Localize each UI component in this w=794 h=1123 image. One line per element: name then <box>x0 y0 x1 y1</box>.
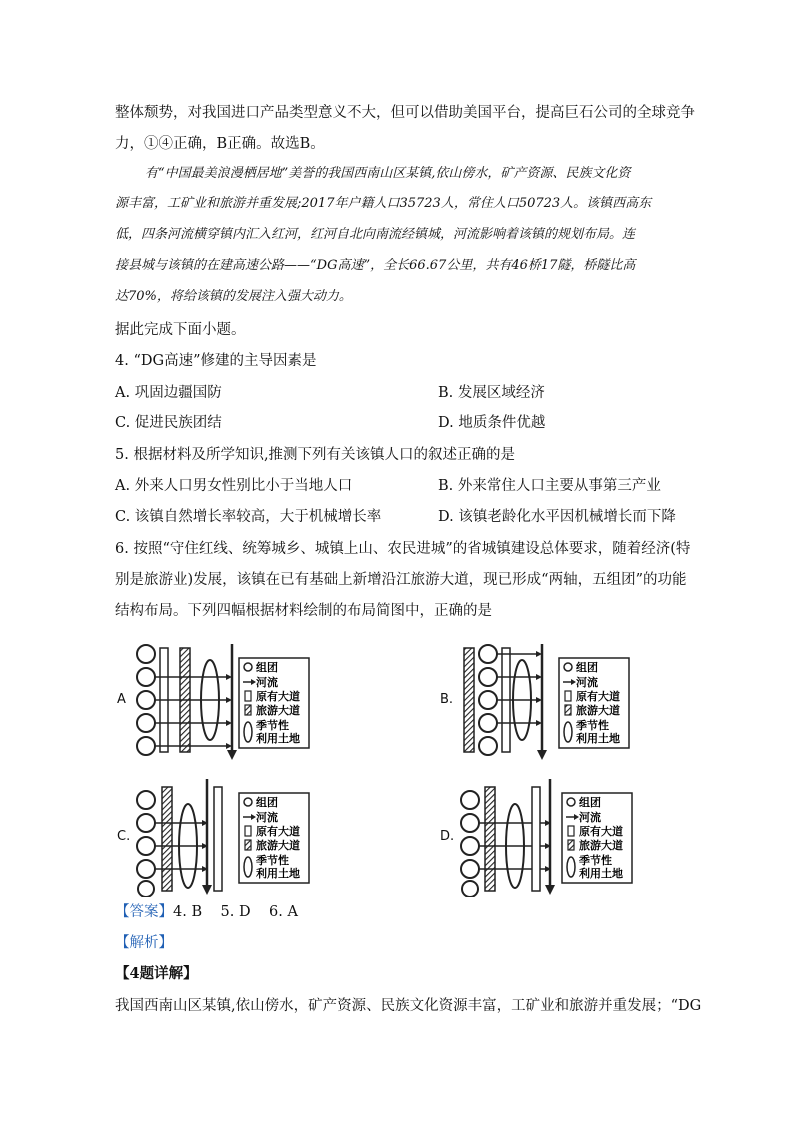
diagram-b-label[interactable]: B. <box>440 692 454 707</box>
legend-land-use-label: 利用土地 <box>256 732 300 745</box>
legend-tour-road-label: 旅游大道 <box>256 839 300 852</box>
analysis-text: 我国西南山区某镇,依山傍水，矿产资源、民族文化资源丰富，工矿业和旅游并重发展；“DG <box>115 998 702 1014</box>
diagram-b <box>460 642 710 762</box>
legend-river-label: 河流 <box>256 676 278 689</box>
legend-river-label: 河流 <box>579 811 601 824</box>
q5-option-b[interactable]: B. 外来常住人口主要从事第三产业 <box>438 478 661 494</box>
passage-line-2: 源丰富，工矿业和旅游并重发展;2017年户籍人口35723人，常住人口50723人。该镇西高东 <box>115 196 652 211</box>
legend-old-road-label: 原有大道 <box>576 690 620 703</box>
legend-river-label: 河流 <box>576 676 598 689</box>
legend-cluster-label: 组团 <box>256 661 278 674</box>
legend-old-road-label: 原有大道 <box>579 825 623 838</box>
q4-option-b[interactable]: B. 发展区域经济 <box>438 385 545 401</box>
legend-tour-road-label: 旅游大道 <box>576 704 620 717</box>
subquestion-4-header: 【4题详解】 <box>115 965 198 982</box>
q6-stem-3: 结构布局。下列四幅根据材料绘制的布局简图中，正确的是 <box>115 603 492 619</box>
diagram-d-label[interactable]: D. <box>440 829 455 844</box>
legend-land-use-label: 利用土地 <box>576 732 620 745</box>
q5-stem: 5. 根据材料及所学知识,推测下列有关该镇人口的叙述正确的是 <box>115 447 516 463</box>
q5-option-d[interactable]: D. 该镇老龄化水平因机械增长而下降 <box>438 509 676 525</box>
passage-line-1: 有“中国最美浪漫栖居地”美誉的我国西南山区某镇,依山傍水，矿产资源、民族文化资 <box>145 166 631 181</box>
diagram-c <box>132 777 382 897</box>
legend-cluster-label: 组团 <box>576 661 598 674</box>
legend-tour-road-label: 旅游大道 <box>256 704 300 717</box>
passage-line-4: 接县城与该镇的在建高速公路——“DG高速”，全长66.67公里，共有46桥17隧，桥隧比高 <box>115 258 636 273</box>
text-line-1: 整体颓势，对我国进口产品类型意义不大，但可以借助美国平台，提高巨石公司的全球竞争 <box>115 105 695 121</box>
q4-option-d[interactable]: D. 地质条件优越 <box>438 415 546 431</box>
q4-option-a[interactable]: A. 巩固边疆国防 <box>115 385 222 401</box>
legend-seasonal-label: 季节性 <box>576 719 609 732</box>
q4-option-c[interactable]: C. 促进民族团结 <box>115 415 222 431</box>
diagram-c-label[interactable]: C. <box>117 829 131 844</box>
q5-option-a[interactable]: A. 外来人口男女性别比小于当地人口 <box>115 478 353 494</box>
answer-values: 4. B 5. D 6. A <box>173 904 298 920</box>
q5-option-c[interactable]: C. 该镇自然增长率较高，大于机械增长率 <box>115 509 382 525</box>
q6-stem-1: 6. 按照“守住红线、统筹城乡、城镇上山、农民进城”的省城镇建设总体要求，随着经济(特 <box>115 541 691 557</box>
diagram-a <box>132 642 382 762</box>
legend-old-road-label: 原有大道 <box>256 825 300 838</box>
legend-land-use-label: 利用土地 <box>256 867 300 880</box>
legend-old-road-label: 原有大道 <box>256 690 300 703</box>
legend-seasonal-label: 季节性 <box>256 854 289 867</box>
legend-cluster-label: 组团 <box>579 796 601 809</box>
analysis-tag: 【解析】 <box>115 935 173 951</box>
diagram-d <box>460 777 710 897</box>
legend-seasonal-label: 季节性 <box>256 719 289 732</box>
legend-land-use-label: 利用土地 <box>579 867 623 880</box>
legend-tour-road-label: 旅游大道 <box>579 839 623 852</box>
q4-stem: 4. “DG高速”修建的主导因素是 <box>115 353 317 369</box>
q6-stem-2: 别是旅游业)发展，该镇在已有基础上新增沿江旅游大道，现已形成“两轴，五组团”的功能 <box>115 572 687 588</box>
legend-river-label: 河流 <box>256 811 278 824</box>
answer-line <box>115 902 298 922</box>
answer-tag: 【答案】 <box>115 904 173 920</box>
legend-seasonal-label: 季节性 <box>579 854 612 867</box>
passage-line-3: 低，四条河流横穿镇内汇入红河，红河自北向南流经镇城，河流影响着该镇的规划布局。连 <box>115 227 636 242</box>
passage-line-5: 达70%，将给该镇的发展注入强大动力。 <box>115 289 352 304</box>
diagram-a-label[interactable]: A <box>117 692 126 707</box>
legend-cluster-label: 组团 <box>256 796 278 809</box>
text-line-2: 力，①④正确，B正确。故选B。 <box>115 136 325 152</box>
instruction: 据此完成下面小题。 <box>115 322 246 338</box>
